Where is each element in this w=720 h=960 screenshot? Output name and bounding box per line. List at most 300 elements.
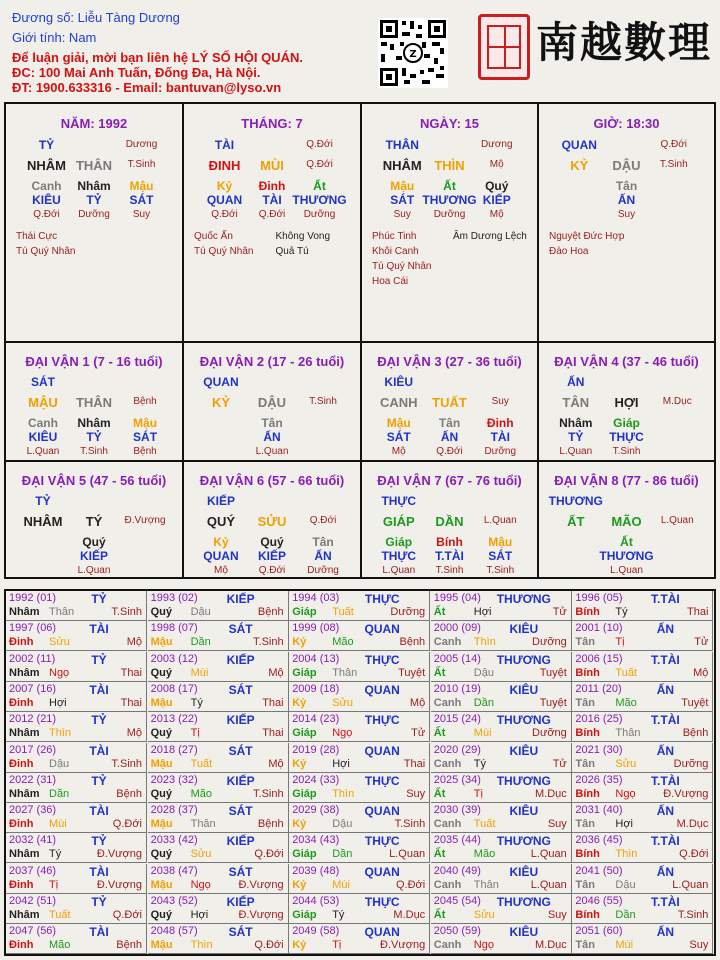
- year-chi: Sửu: [615, 757, 637, 770]
- dai-van-title: ĐẠI VẬN 8 (77 - 86 tuổi): [554, 473, 699, 488]
- year-label: 2042 (51): [9, 895, 57, 907]
- year-phase: Tuyệt: [398, 666, 426, 679]
- dai-van-phase: M.Dục: [662, 396, 692, 407]
- pillar-title: NGÀY: 15: [420, 116, 479, 131]
- year-star: ẤN: [656, 622, 675, 637]
- dai-van-star: QUAN: [203, 375, 239, 389]
- pillar-cell: [6, 104, 182, 341]
- year-can: Bính: [575, 787, 600, 800]
- hidden-stem: Tân: [261, 416, 283, 430]
- hidden-star: THƯƠNG: [599, 549, 654, 563]
- hidden-phase: Bệnh: [133, 446, 157, 457]
- year-chi: Dần: [49, 787, 70, 800]
- dai-van-title: ĐẠI VẬN 4 (37 - 46 tuổi): [554, 354, 699, 369]
- dai-van-phase: Q.Đới: [309, 515, 337, 526]
- hidden-phase: T.Sinh: [486, 565, 515, 576]
- dai-van-phase: Bệnh: [133, 396, 157, 407]
- year-can: Đinh: [9, 757, 34, 770]
- year-chi: Thìn: [332, 787, 355, 800]
- year-can: Nhâm: [9, 787, 40, 800]
- year-cell: [6, 712, 147, 742]
- hidden-star: ẤN: [617, 193, 636, 207]
- year-chi: Tý: [615, 606, 628, 618]
- hidden-phase: Q.Đới: [258, 209, 286, 220]
- year-chi: Mùi: [332, 878, 350, 891]
- year-star: TỶ: [91, 652, 107, 667]
- year-label: 2000 (09): [433, 622, 481, 635]
- pillar-can: NHÂM: [382, 158, 422, 173]
- special-star: Phúc Tinh: [372, 231, 417, 242]
- year-cell: [572, 682, 713, 712]
- year-chi: Sửu: [332, 696, 354, 709]
- year-label: 2041 (50): [575, 864, 623, 877]
- year-star: QUAN: [364, 682, 400, 697]
- year-cell: [289, 712, 430, 742]
- hidden-phase: L.Quan: [559, 446, 593, 457]
- year-chi: Ngọ: [190, 878, 211, 891]
- hidden-stem: Bính: [436, 535, 463, 549]
- year-chi: Tuất: [473, 818, 496, 831]
- hidden-star: SÁT: [488, 549, 513, 563]
- year-phase: L.Quan: [389, 848, 426, 861]
- year-phase: Q.Đới: [395, 878, 426, 891]
- pillar-chi: THÂN: [75, 158, 113, 173]
- year-label: 2013 (22): [150, 713, 198, 726]
- year-cell: [431, 924, 572, 954]
- year-phase: Bệnh: [116, 939, 142, 952]
- year-cell: [431, 682, 572, 712]
- year-label: 1997 (06): [9, 622, 57, 635]
- hidden-stem: Tân: [312, 535, 334, 549]
- hidden-stem: Quý: [82, 535, 106, 549]
- special-star: Nguyệt Đức Hợp: [549, 231, 625, 242]
- year-can: Mậu: [150, 878, 173, 891]
- year-label: 2004 (13): [292, 652, 340, 665]
- year-label: 2010 (19): [433, 682, 481, 695]
- year-can: Đinh: [9, 696, 34, 709]
- dai-van-can: NHÂM: [23, 514, 63, 529]
- year-star: KIÊU: [509, 804, 539, 819]
- hidden-phase: Suy: [617, 209, 636, 220]
- year-label: 2015 (24): [433, 713, 481, 726]
- year-chi: Hợi: [332, 757, 350, 770]
- year-label: 2006 (15): [575, 652, 623, 665]
- year-star: QUAN: [364, 743, 400, 758]
- year-chi: Mùi: [49, 818, 67, 831]
- hidden-stem: Mậu: [386, 416, 411, 430]
- year-phase: T.Sinh: [253, 787, 284, 800]
- year-can: Nhâm: [9, 606, 40, 618]
- year-chi: Mão: [473, 848, 496, 861]
- year-can: Canh: [433, 878, 462, 891]
- year-phase: Mộ: [268, 666, 284, 679]
- year-phase: L.Quan: [672, 878, 709, 891]
- year-cell: [148, 621, 289, 651]
- year-phase: Đ.Vượng: [238, 878, 284, 891]
- year-phase: T.Sinh: [111, 606, 142, 618]
- year-phase: Suy: [406, 787, 426, 800]
- year-label: 2020 (29): [433, 743, 481, 756]
- red-seal-icon: [478, 14, 530, 80]
- dai-van-title: ĐẠI VẬN 7 (67 - 76 tuổi): [377, 473, 522, 488]
- year-chi: Sửu: [473, 909, 495, 921]
- special-star: Âm Dương Lệch: [453, 231, 527, 242]
- year-can: Kỷ: [292, 878, 307, 891]
- year-chi: Dậu: [615, 878, 636, 891]
- hidden-phase: T.Sinh: [612, 446, 641, 457]
- year-star: SÁT: [228, 925, 253, 940]
- hidden-star: THỰC: [609, 430, 644, 444]
- dai-van-star: KIẾP: [206, 494, 235, 508]
- year-cell: [572, 894, 713, 924]
- year-chi: Tý: [49, 848, 62, 861]
- pillar-chi: THÌN: [434, 158, 465, 173]
- dai-van-star: THỰC: [381, 494, 417, 508]
- year-cell: [572, 833, 713, 863]
- year-can: Ất: [433, 666, 446, 679]
- dai-van-star: TỶ: [35, 494, 51, 508]
- year-label: 2025 (34): [433, 773, 481, 786]
- dai-van-title: ĐẠI VẬN 2 (17 - 26 tuổi): [199, 354, 345, 369]
- year-chi: Mùi: [615, 939, 634, 952]
- year-cell: [572, 924, 713, 954]
- year-chi: Hợi: [615, 818, 633, 831]
- year-phase: Bệnh: [116, 787, 142, 800]
- year-chi: Dậu: [190, 606, 211, 618]
- year-label: 2038 (47): [150, 864, 198, 877]
- hidden-stem: Quý: [260, 535, 284, 549]
- year-cell: [148, 864, 289, 894]
- year-can: Giáp: [292, 787, 317, 800]
- year-chi: Tị: [332, 939, 342, 952]
- year-can: Đinh: [9, 939, 34, 952]
- year-star: KIÊU: [509, 925, 539, 940]
- year-chi: Tuất: [615, 666, 637, 679]
- hidden-stem: Nhâm: [559, 416, 593, 430]
- year-phase: Thai: [686, 606, 709, 618]
- year-can: Giáp: [292, 848, 317, 861]
- year-phase: Q.Đới: [254, 848, 284, 861]
- year-can: Ất: [433, 909, 446, 921]
- year-cell: [572, 712, 713, 742]
- dai-van-cell: [362, 462, 537, 577]
- hidden-phase: Mộ: [391, 446, 406, 457]
- dai-van-cell: [539, 343, 714, 460]
- special-star: Đào Hoa: [549, 246, 589, 257]
- year-chi: Ngọ: [49, 666, 70, 679]
- year-can: Tân: [575, 878, 595, 891]
- dai-van-chi: DẬU: [257, 395, 287, 410]
- year-can: Kỷ: [292, 818, 307, 831]
- year-label: 2032 (41): [9, 834, 57, 847]
- year-cell: [6, 924, 147, 954]
- year-star: TỶ: [91, 895, 107, 909]
- hidden-star: ẤN: [440, 430, 459, 444]
- year-cell: [431, 743, 572, 773]
- year-chi: Thân: [49, 606, 75, 618]
- special-star: Tú Quý Nhân: [194, 246, 254, 257]
- year-can: Tân: [575, 757, 595, 770]
- year-cell: [572, 773, 713, 803]
- year-star: T.TÀI: [651, 592, 680, 606]
- year-label: 2034 (43): [292, 834, 340, 847]
- pillar-star-top: TỶ: [38, 138, 55, 152]
- year-chi: Dần: [190, 636, 211, 649]
- year-chi: Thìn: [49, 727, 72, 740]
- year-cell: [289, 894, 430, 924]
- header: [0, 0, 720, 100]
- address: ĐC: 100 Mai Anh Tuấn, Đống Đa, Hà Nội.: [12, 65, 261, 80]
- hidden-stem: Canh: [27, 416, 58, 430]
- year-cell: [289, 621, 430, 651]
- year-cell: [289, 652, 430, 682]
- year-chi: Tuất: [49, 909, 71, 921]
- dai-van-cell: [184, 343, 360, 460]
- year-can: Giáp: [292, 727, 317, 740]
- year-can: Nhâm: [9, 848, 40, 861]
- year-cell: [148, 682, 289, 712]
- year-star: T.TÀI: [651, 773, 680, 788]
- year-phase: Dưỡng: [532, 636, 567, 649]
- pillar-star-top: THÂN: [385, 138, 419, 152]
- year-phase: Suy: [547, 818, 567, 831]
- year-star: SÁT: [228, 804, 253, 819]
- year-label: 2017 (26): [9, 743, 57, 756]
- year-cell: [289, 743, 430, 773]
- year-label: 2030 (39): [433, 804, 481, 817]
- special-star: Tú Quý Nhân: [16, 246, 76, 257]
- year-label: 2037 (46): [9, 864, 57, 877]
- year-can: Đinh: [9, 818, 34, 831]
- hidden-phase: T.Sinh: [80, 446, 108, 457]
- hidden-star: SÁT: [386, 430, 411, 444]
- year-star: TÀI: [89, 925, 109, 940]
- year-can: Mậu: [150, 757, 173, 770]
- hidden-stem: Kỷ: [216, 179, 233, 193]
- hidden-phase: L.Quan: [255, 446, 289, 457]
- pillar-can: NHÂM: [26, 158, 66, 173]
- dai-van-star: ẤN: [567, 375, 585, 389]
- pillar-phase: Q.Đới: [306, 159, 333, 170]
- year-can: Canh: [433, 636, 462, 649]
- year-can: Kỷ: [292, 939, 307, 952]
- hidden-stem: Tân: [615, 179, 638, 193]
- year-chi: Ngọ: [332, 727, 353, 740]
- year-cell: [431, 864, 572, 894]
- year-star: KIẾP: [226, 773, 255, 788]
- special-star: Thái Cực: [16, 231, 58, 242]
- year-chi: Sửu: [49, 636, 70, 649]
- year-phase: Bệnh: [682, 727, 709, 740]
- hidden-phase: Q.Đới: [436, 446, 463, 457]
- year-phase: M.Dục: [535, 939, 567, 952]
- pillar-cell: [539, 104, 714, 341]
- year-can: Nhâm: [9, 727, 40, 740]
- hidden-phase: Dưỡng: [484, 446, 517, 457]
- special-star: Quốc Ấn: [194, 231, 233, 242]
- year-can: Bính: [575, 727, 600, 740]
- year-cell: [431, 894, 572, 924]
- pillar-cell: [362, 104, 537, 341]
- year-cell: [6, 894, 147, 924]
- hidden-phase: Dưỡng: [433, 209, 466, 220]
- year-cell: [431, 591, 572, 621]
- pillar-chi: DẬU: [612, 158, 641, 173]
- hidden-stem: Mậu: [488, 535, 513, 549]
- year-chi: Mão: [49, 939, 71, 952]
- hidden-stem: Ất: [620, 535, 633, 549]
- hidden-stem: Ất: [443, 179, 456, 193]
- year-cell: [6, 591, 147, 621]
- hidden-stem: Nhâm: [77, 179, 111, 193]
- hidden-stem: Giáp: [613, 416, 640, 430]
- dai-van-chi: TÝ: [85, 514, 103, 529]
- dai-van-can: QUÝ: [206, 514, 236, 529]
- hidden-phase: L.Quan: [26, 446, 60, 457]
- hidden-star: TỶ: [568, 430, 584, 444]
- pillar-phase: T.Sinh: [127, 159, 156, 170]
- year-chi: Tị: [473, 787, 483, 800]
- year-star: THỰC: [364, 834, 400, 849]
- dai-van-can: TÂN: [562, 395, 590, 410]
- year-can: Quý: [150, 666, 172, 679]
- year-cell: [431, 652, 572, 682]
- year-label: 2007 (16): [9, 682, 57, 695]
- year-cell: [6, 743, 147, 773]
- year-label: 2027 (36): [9, 804, 57, 817]
- year-star: KIẾP: [226, 652, 255, 667]
- year-star: KIẾP: [226, 834, 255, 849]
- hidden-stem: Tân: [438, 416, 461, 430]
- pillar-star-top: QUAN: [561, 138, 597, 152]
- year-phase: Đ.Vượng: [238, 909, 284, 921]
- hidden-star: KIÊU: [32, 193, 61, 207]
- year-phase: Tử: [694, 636, 709, 649]
- year-can: Bính: [575, 848, 600, 861]
- year-star: ẤN: [656, 925, 675, 940]
- year-chi: Ngọ: [473, 939, 494, 952]
- year-star: T.TÀI: [651, 652, 680, 667]
- hidden-star: SÁT: [390, 193, 415, 207]
- year-label: 1999 (08): [292, 622, 340, 635]
- year-phase: Q.Đới: [679, 848, 709, 861]
- year-chi: Hợi: [473, 606, 492, 618]
- year-phase: Dưỡng: [532, 727, 567, 740]
- year-can: Tân: [575, 939, 595, 952]
- year-phase: Bệnh: [257, 606, 284, 618]
- year-label: 2019 (28): [292, 743, 340, 756]
- year-phase: Đ.Vượng: [96, 848, 142, 861]
- year-phase: Tử: [552, 757, 567, 770]
- dai-van-star: THƯƠNG: [548, 494, 603, 508]
- year-chi: Tý: [332, 909, 345, 921]
- year-phase: Mộ: [409, 696, 426, 709]
- pillar-phase: T.Sinh: [659, 159, 688, 170]
- pillar-phase: Mộ: [489, 159, 504, 170]
- year-cell: [6, 803, 147, 833]
- year-label: 2009 (18): [292, 682, 340, 695]
- year-can: Quý: [150, 909, 172, 921]
- year-phase: T.Sinh: [253, 636, 284, 649]
- year-label: 2023 (32): [150, 773, 198, 786]
- hidden-phase: T.Sinh: [435, 565, 464, 576]
- year-chi: Tị: [190, 727, 200, 740]
- pillar-phase-top: Dương: [480, 139, 513, 150]
- year-can: Ất: [433, 787, 446, 800]
- year-phase: Đ.Vượng: [96, 878, 142, 891]
- year-can: Giáp: [292, 666, 317, 679]
- hidden-phase: L.Quan: [382, 565, 416, 576]
- year-star: THƯƠNG: [496, 773, 551, 788]
- year-can: Canh: [433, 696, 462, 709]
- year-can: Đinh: [9, 878, 34, 891]
- year-chi: Thân: [615, 727, 641, 740]
- year-chi: Mão: [332, 636, 354, 649]
- year-star: TỶ: [91, 834, 107, 849]
- year-cell: [431, 773, 572, 803]
- special-star: Khôi Canh: [372, 246, 419, 257]
- dai-van-title: ĐẠI VẬN 3 (27 - 36 tuổi): [377, 354, 522, 369]
- year-phase: Đ.Vượng: [663, 787, 709, 800]
- year-cell: [148, 773, 289, 803]
- pillar-phase-top: Q.Đới: [306, 139, 333, 150]
- dai-van-star: KIÊU: [384, 375, 414, 389]
- year-star: QUAN: [364, 925, 400, 940]
- hidden-stem: Kỷ: [213, 535, 229, 549]
- year-chi: Thân: [190, 818, 216, 831]
- year-star: KIÊU: [509, 622, 539, 637]
- year-phase: Thai: [403, 757, 426, 770]
- year-star: KIÊU: [509, 743, 539, 758]
- year-label: 2033 (42): [150, 834, 198, 847]
- year-star: ẤN: [656, 682, 675, 697]
- hidden-star: KIẾP: [79, 549, 108, 563]
- year-label: 2028 (37): [150, 804, 198, 817]
- gender: Giới tính: Nam: [12, 30, 97, 45]
- year-chi: Mão: [615, 696, 637, 709]
- dai-van-cell: [6, 343, 182, 460]
- dai-van-can: ẤT: [567, 514, 585, 529]
- hidden-stem: Canh: [31, 179, 62, 193]
- year-cell: [572, 652, 713, 682]
- dai-van-phase: T.Sinh: [309, 396, 337, 407]
- year-label: 2045 (54): [433, 895, 481, 907]
- year-star: SÁT: [228, 864, 253, 879]
- year-star: ẤN: [656, 864, 675, 879]
- year-chi: Tý: [190, 696, 203, 709]
- year-star: ẤN: [656, 804, 675, 819]
- pillar-phase-top: Q.Đới: [660, 139, 688, 150]
- chart-grid: [4, 102, 716, 579]
- year-can: Quý: [150, 727, 172, 740]
- dai-van-can: MẬU: [28, 395, 58, 410]
- year-cell: [572, 743, 713, 773]
- year-star: TÀI: [89, 682, 109, 697]
- yearly-table: [4, 589, 716, 956]
- year-chi: Tuất: [190, 757, 213, 770]
- year-cell: [148, 591, 289, 621]
- year-label: 2005 (14): [433, 652, 481, 665]
- year-star: KIẾP: [226, 713, 255, 728]
- year-phase: Tử: [411, 727, 426, 740]
- year-phase: Mộ: [126, 636, 142, 649]
- year-chi: Dậu: [332, 818, 353, 831]
- hidden-star: THỰC: [381, 549, 417, 563]
- hidden-star: SÁT: [133, 430, 158, 444]
- hidden-star: TÀI: [262, 193, 282, 207]
- hidden-star: KIÊU: [28, 430, 58, 444]
- year-label: 2026 (35): [575, 773, 623, 786]
